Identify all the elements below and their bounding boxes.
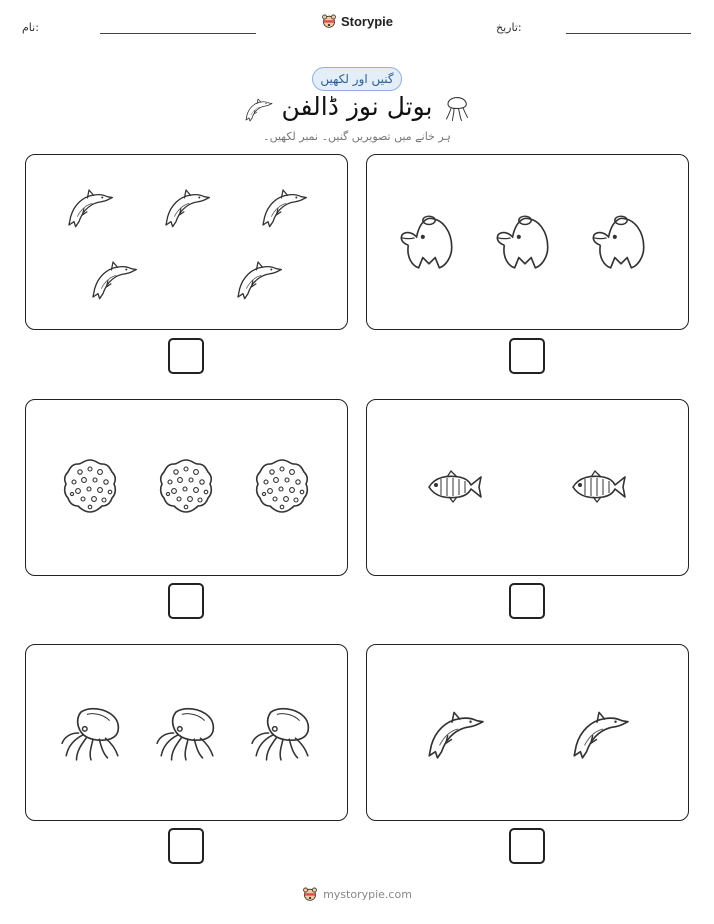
dolphin-face-icon [494, 210, 556, 272]
leaping-dolphin-icon [64, 180, 114, 230]
leaping-dolphin-icon [258, 180, 308, 230]
octopus-icon [155, 702, 217, 764]
leaping-dolphin-icon [568, 700, 630, 762]
spotted-sponge-icon [60, 456, 120, 516]
spotted-sponge-icon [252, 456, 312, 516]
name-line[interactable] [100, 33, 256, 34]
spotted-sponge-icon [156, 456, 216, 516]
answer-box-top-left[interactable] [168, 338, 204, 374]
brand-name: Storypie [340, 13, 393, 29]
leaping-dolphin-icon [233, 252, 283, 302]
octopus-icon [60, 702, 122, 764]
fish-icon [569, 467, 629, 507]
footer-url[interactable]: mystorypie.com [323, 887, 412, 901]
dolphin-face-icon [590, 210, 652, 272]
answer-box-bottom-right[interactable] [509, 828, 545, 864]
leaping-dolphin-icon [423, 700, 485, 762]
bear-icon [302, 886, 318, 902]
counting-panel-middle-right [366, 399, 689, 576]
answer-box-top-right[interactable] [509, 338, 545, 374]
footer [0, 886, 714, 906]
answer-box-bottom-left[interactable] [168, 828, 204, 864]
dolphin-face-icon [398, 210, 460, 272]
badge: گنیں اور لکھیں [312, 67, 402, 91]
octopus-icon [250, 702, 312, 764]
answer-box-middle-left[interactable] [168, 583, 204, 619]
fish-icon [425, 467, 485, 507]
leaping-dolphin-icon [161, 180, 211, 230]
counting-panel-bottom-right [366, 644, 689, 821]
date-line[interactable] [566, 33, 691, 34]
answer-box-middle-right[interactable] [509, 583, 545, 619]
name-label: نام: [22, 21, 39, 34]
bear-icon [321, 13, 337, 29]
date-label: تاریخ: [496, 21, 522, 34]
brand-logo [0, 13, 714, 33]
page-title: بوتل نوز ڈالفن [281, 92, 433, 121]
leaping-dolphin-icon [88, 252, 138, 302]
instruction-text: ہر خانے میں تصویریں گنیں۔ نمبر لکھیں۔ [263, 130, 451, 143]
